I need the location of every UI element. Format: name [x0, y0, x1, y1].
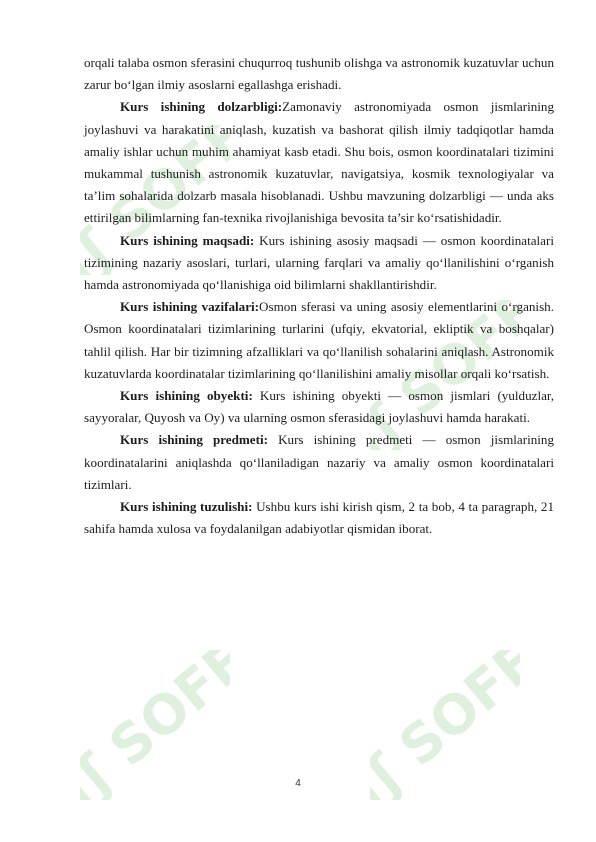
- paragraph-goal: [84, 230, 554, 297]
- paragraph-text: Ushbu kurs ishi kirish qism, 2 ta bob, 4 ta paragraph, 21 sahifa hamda xulosa va foydalanilgan adabiyotlar qismidan iborat.: [84, 499, 554, 537]
- paragraph-lead: Kurs ishining maqsadi:: [120, 232, 255, 248]
- svg-text:ʃʃ SOFF: ʃʃ SOFF: [80, 125, 230, 275]
- paragraph-subject: [84, 429, 554, 496]
- page-body: [84, 52, 554, 540]
- page-number: 4: [295, 778, 301, 789]
- paragraph-lead: Kurs ishining predmeti:: [120, 432, 268, 448]
- paragraph-text: orqali talaba osmon sferasini chuqurroq tushunib olishga va astronomik kuzatuvlar uchun zarur bo‘lgan ilmiy asoslarni egallashga erishadi.: [84, 55, 554, 93]
- paragraph-text: Kurs ishining predmeti — osmon jismlarining koordinatalarini aniqlashda qo‘llaniladigan nazariy va amaliy osmon koordinatalari tizimlari.: [84, 432, 554, 492]
- paragraph-text: Zamonaviy astronomiyada osmon jismlarining joylashuvi va harakatini aniqlash, kuzatish va bashorat qilish ilmiy tadqiqotlar hamda amaliy ishlar uchun muhim ahamiyat kasb etadi. Shu bois, osmon koordinatalari tizimini mukammal tushunish astronomik kuzatuvlar, navigatsiya, kosmik texnologiyalar va ta’lim sohalarida dolzarb masala hisoblanadi. Ushbu mavzuning dolzarbligi — unda aks ettirilgan bilimlarning fan-texnika rivojlanishiga bevosita ta’sir ko‘rsatishidadir.: [84, 99, 554, 226]
- svg-text:ʃʃ SOFF: ʃʃ SOFF: [80, 650, 230, 800]
- paragraph-text: Kurs ishining obyekti — osmon jismlari (yulduzlar, sayyoralar, Quyosh va Oy) va ularning osmon sferasidagi joylashuvi hamda harakati.: [84, 388, 555, 426]
- paragraph-structure: [84, 496, 554, 540]
- paragraph-lead: Kurs ishining obyekti:: [120, 388, 253, 404]
- paragraph-relevance: [84, 96, 554, 229]
- paragraph-lead: Kurs ishining dolzarbligi:: [120, 99, 283, 115]
- svg-text:ʃʃ SOFF: ʃʃ SOFF: [370, 300, 520, 450]
- paragraph-text: Kurs ishining asosiy maqsadi — osmon koordinatalari tizimining nazariy asoslari, turlari, ularning farqlari va amaliy qo‘llanilishini o‘rganish hamda astronomiyada qo‘llanishiga oid bilimlarni shakllantirishdir.: [84, 232, 554, 293]
- paragraph-lead: Kurs ishining tuzulishi:: [120, 499, 253, 515]
- paragraph-intro-continuation: [84, 52, 554, 96]
- paragraph-tasks: [84, 296, 554, 385]
- paragraph-text: Osmon sferasi va uning asosiy elementlarini o‘rganish. Osmon koordinatalari tizimlarining turlarini (ufqiy, ekvatorial, ekliptik va boshqalar) tahlil qilish. Har bir tizimning afzalliklari va qo‘llanilish sohalarini aniqlash. Astronomik kuzatuvlarda koordinatalar tizimlarining qo‘llanilishini amaliy misollar orqali ko‘rsatish.: [84, 299, 554, 381]
- paragraph-object: [84, 385, 554, 429]
- svg-text:ʃʃ SOFF: ʃʃ SOFF: [370, 650, 520, 800]
- paragraph-lead: Kurs ishining vazifalari:: [120, 299, 260, 315]
